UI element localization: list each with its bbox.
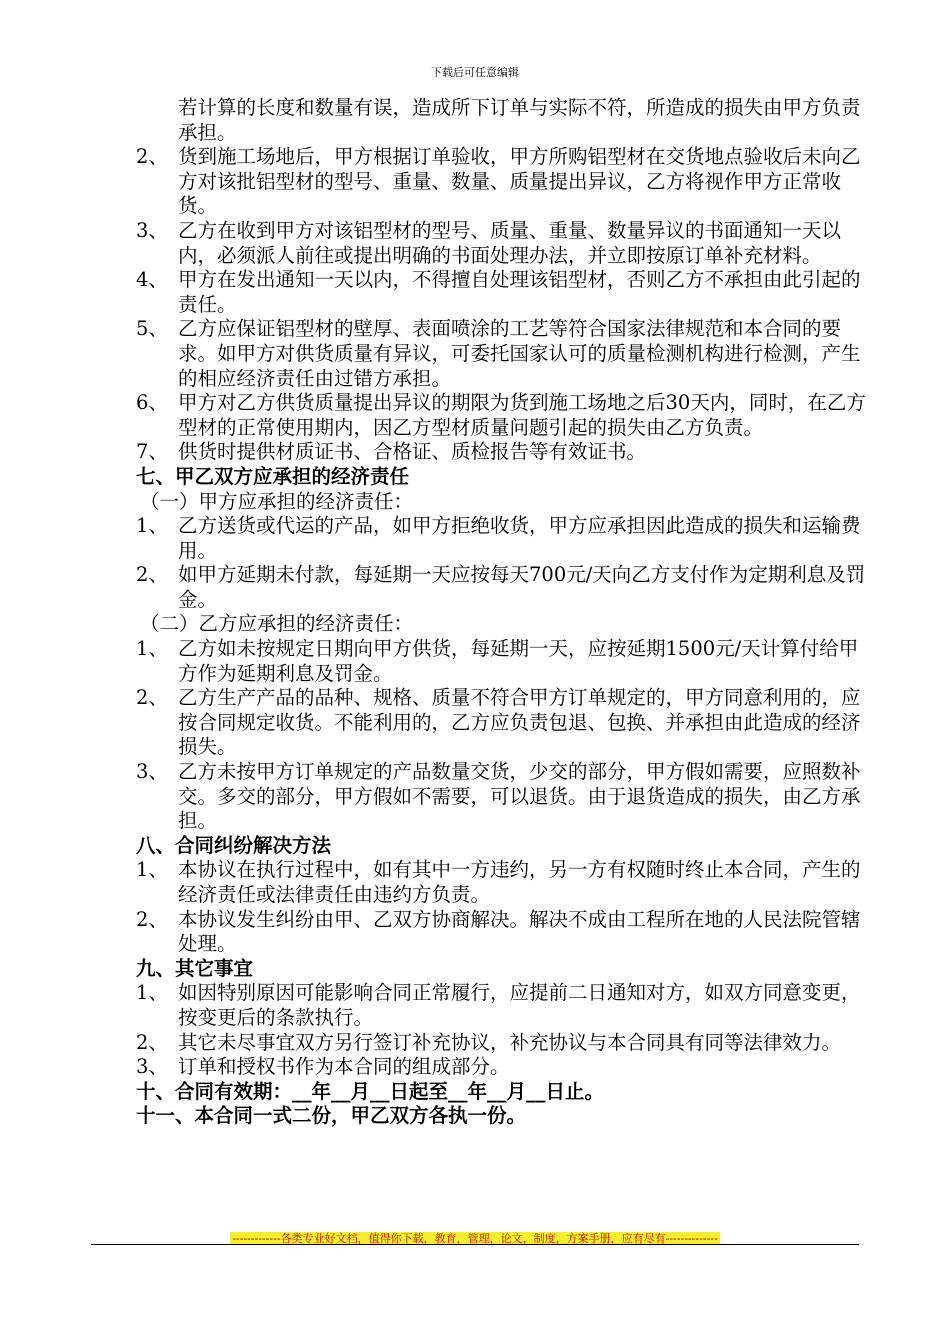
item-text: 其它未尽事宜双方另行签订补充协议，补充协议与本合同具有同等法律效力。: [178, 1030, 842, 1054]
section10-validity: 十、合同有效期：__年__月__日起至__年__月__日止。: [136, 1079, 605, 1103]
item-text: 货到施工场地后，甲方根据订单验收，甲方所购铝型材在交货地点验收后未向乙方对该批铝型材的型号、重量、数量、质量提出异议，乙方将视作甲方正常收货。: [178, 145, 861, 218]
footer-banner-text: -------------各类专业好文档，值得你下载，教育，管理，论文，制度，方案手册，应有尽有--------------: [232, 1232, 718, 1245]
item-number: 6、: [136, 391, 168, 415]
footer-divider: [91, 1244, 859, 1245]
contract-body: [136, 96, 866, 1129]
list-item: [136, 563, 866, 612]
item-number: 7、: [136, 440, 168, 464]
header-note: 下载后可任意编辑: [431, 66, 519, 79]
item-text: 甲方对乙方供货质量提出异议的期限为货到施工场地之后30天内，同时，在乙方型材的正常使用期内，因乙方型材质量问题引起的损失由乙方负责。: [178, 391, 866, 439]
section11-copies: 十一、本合同一式二份，甲乙双方各执一份。: [136, 1104, 527, 1128]
section8-heading: 八、合同纠纷解决方法: [136, 833, 332, 857]
item-number: 1、: [136, 858, 168, 882]
item-number: 3、: [136, 760, 168, 784]
list-item: [136, 514, 866, 563]
list-item: [136, 317, 866, 391]
item-number: 1、: [136, 981, 168, 1005]
list-item: [136, 686, 866, 760]
list-item: [136, 391, 866, 440]
list-item: [136, 219, 866, 268]
list-item: [136, 908, 866, 957]
item-text: 乙方送货或代运的产品，如甲方拒绝收货，甲方应承担因此造成的损失和运输费用。: [178, 514, 861, 562]
list-item: [136, 268, 866, 317]
list-item: [136, 760, 866, 834]
item-text: 如甲方延期未付款，每延期一天应按每天700元/天向乙方支付作为定期利息及罚金。: [178, 563, 866, 611]
item-number: 2、: [136, 145, 168, 169]
item-number: 3、: [136, 1055, 168, 1079]
list-item: [136, 1031, 866, 1056]
item-text: 乙方生产产品的品种、规格、质量不符合甲方订单规定的，甲方同意利用的，应按合同规定收货。不能利用的，乙方应负责包退、包换、并承担由此造成的经济损失。: [178, 686, 861, 759]
item-text: 订单和授权书作为本合同的组成部分。: [178, 1055, 510, 1079]
item-text: 乙方未按甲方订单规定的产品数量交货，少交的部分，甲方假如需要，应照数补交。多交的部分，甲方假如不需要，可以退货。由于退货造成的损失，由乙方承担。: [178, 760, 861, 833]
list-item: [136, 440, 866, 465]
item-text: 如因特别原因可能影响合同正常履行，应提前二日通知对方，如双方同意变更，按变更后的条款执行。: [178, 981, 861, 1029]
party-a-heading: （一）甲方应承担的经济责任：: [140, 489, 414, 513]
intro-continuation: 若计算的长度和数量有误，造成所下订单与实际不符，所造成的损失由甲方负责承担。: [178, 96, 861, 144]
item-number: 2、: [136, 907, 168, 931]
item-number: 5、: [136, 317, 168, 341]
list-item: [136, 637, 866, 686]
item-text: 本协议在执行过程中，如有其中一方违约，另一方有权随时终止本合同，产生的经济责任或法律责任由违约方负责。: [178, 858, 861, 906]
list-item: [136, 1055, 866, 1080]
item-text: 甲方在发出通知一天以内，不得擅自处理该铝型材，否则乙方不承担由此引起的责任。: [178, 268, 861, 316]
item-text: 供货时提供材质证书、合格证、质检报告等有效证书。: [178, 440, 647, 464]
list-item: [136, 858, 866, 907]
item-number: 1、: [136, 514, 168, 538]
list-item: [136, 145, 866, 219]
item-text: 乙方应保证铝型材的壁厚、表面喷涂的工艺等符合国家法律规范和本合同的要求。如甲方对供货质量有异议，可委托国家认可的质量检测机构进行检测，产生的相应经济责任由过错方承担。: [178, 317, 861, 390]
item-number: 3、: [136, 218, 168, 242]
list-item: [136, 981, 866, 1030]
item-number: 2、: [136, 563, 168, 587]
item-number: 4、: [136, 268, 168, 292]
section7-heading: 七、甲乙双方应承担的经济责任: [136, 464, 410, 488]
item-number: 2、: [136, 686, 168, 710]
party-b-heading: （二）乙方应承担的经济责任：: [140, 612, 414, 636]
item-text: 乙方在收到甲方对该铝型材的型号、质量、重量、数量异议的书面通知一天以内，必须派人前往或提出明确的书面处理办法，并立即按原订单补充材料。: [178, 218, 842, 267]
item-number: 1、: [136, 637, 168, 661]
item-number: 2、: [136, 1030, 168, 1054]
item-text: 乙方如未按规定日期向甲方供货，每延期一天，应按延期1500元/天计算付给甲方作为延期利息及罚金。: [178, 637, 859, 685]
section9-heading: 九、其它事宜: [136, 956, 254, 980]
item-text: 本协议发生纠纷由甲、乙双方协商解决。解决不成由工程所在地的人民法院管辖处理。: [178, 907, 861, 956]
section6-list: [136, 145, 866, 465]
